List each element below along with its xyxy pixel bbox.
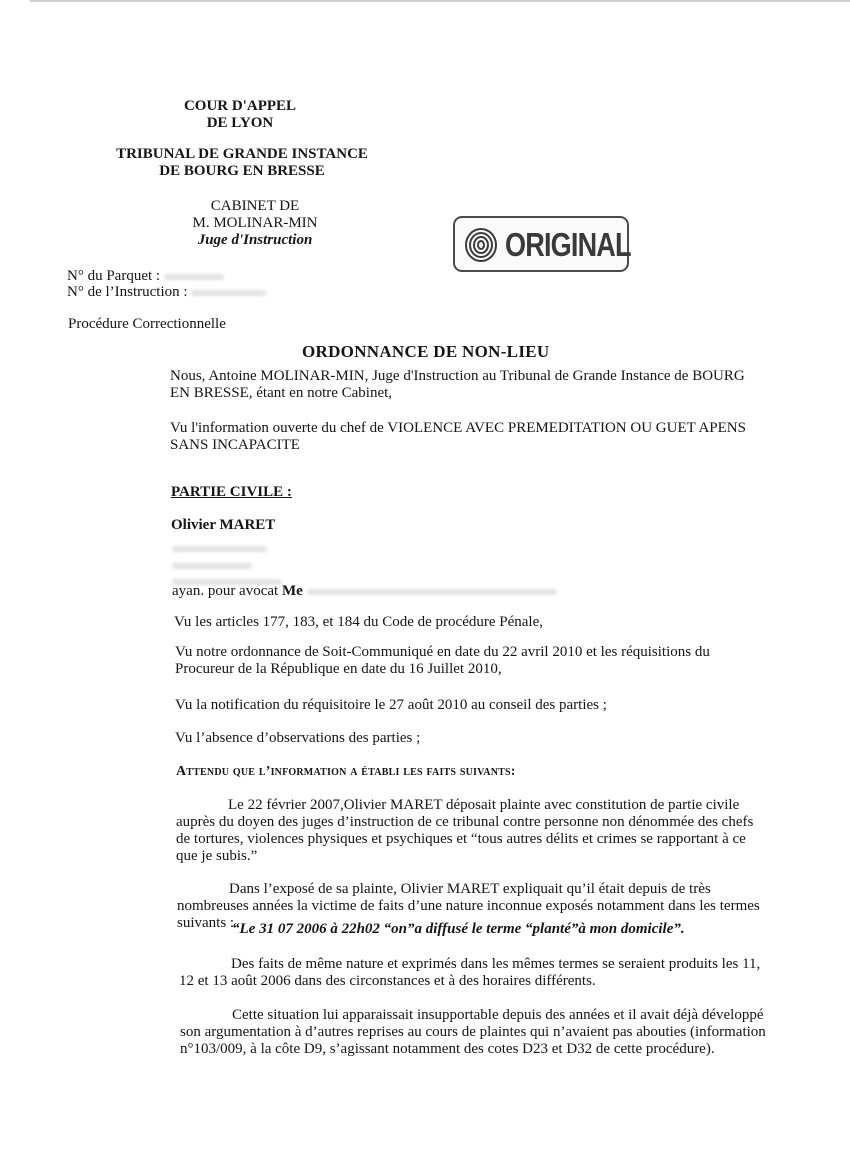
avocat-name-start: Me <box>281 583 303 599</box>
redacted-parquet-number <box>164 274 224 280</box>
stamp-label: ORIGINAL <box>505 226 631 263</box>
facts-paragraph1-line3: de tortures, violences physiques et psychiques et “tous autres délits et crimes se rapportant à ce <box>176 831 746 847</box>
facts-paragraph3-line2: 12 et 13 août 2006 dans des circonstances et à des horaires différents. <box>179 973 596 989</box>
vu-information-line2: SANS INCAPACITE <box>170 437 300 453</box>
instruction-number-label-text: N° de l’Instruction : <box>67 284 188 300</box>
facts-paragraph3-line1: Des faits de même nature et exprimés dans les mêmes termes se seraient produits les 11, <box>231 956 761 972</box>
vu-notification: Vu la notification du réquisitoire le 27 août 2010 au conseil des parties ; <box>175 697 607 713</box>
redacted-avocat-name <box>307 589 557 595</box>
facts-paragraph4-line1: Cette situation lui apparaissait insupportable depuis des années et il avait déjà développé <box>232 1007 764 1023</box>
cabinet-line3: Juge d'Instruction <box>197 232 313 248</box>
fingerprint-icon <box>461 224 501 264</box>
facts-paragraph1-line1: Le 22 février 2007,Olivier MARET déposait plainte avec constitution de partie civile <box>228 797 740 813</box>
facts-paragraph4-line3: n°103/009, à la côte D9, s’agissant notamment des cotes D23 et D32 de cette procédure). <box>180 1041 715 1057</box>
vu-ordonnance-line2: Procureur de la République en date du 16 Juillet 2010, <box>175 661 502 677</box>
facts-paragraph4-line2: son argumentation à d’autres reprises au cours de plaintes qui n’avaient pas abouties (information <box>180 1024 766 1040</box>
facts-paragraph2-line1: Dans l’exposé de sa plainte, Olivier MARET expliquait qu’il était depuis de très <box>229 881 711 897</box>
instruction-number-label <box>67 284 266 301</box>
cabinet-line1: CABINET DE <box>210 198 300 214</box>
redacted-instruction-number <box>191 290 266 296</box>
tribunal-name-line1: TRIBUNAL DE GRANDE INSTANCE <box>116 146 368 162</box>
document-title: ORDONNANCE DE NON-LIEU <box>302 342 550 361</box>
redacted-address-line1 <box>172 540 267 558</box>
avocat-line <box>172 583 557 600</box>
partie-civile-heading: PARTIE CIVILE : <box>171 484 292 500</box>
avocat-prefix: ayan. pour avocat <box>172 583 279 599</box>
facts-paragraph1-line2: auprès du doyen des juges d’instruction de ce tribunal contre personne non dénommée des chefs <box>176 814 754 830</box>
tribunal-name-line2: DE BOURG EN BRESSE <box>159 163 325 179</box>
facts-paragraph1-line4: que je subis.” <box>176 848 258 864</box>
intro-line1: Nous, Antoine MOLINAR-MIN, Juge d'Instruction au Tribunal de Grande Instance de BOURG <box>170 368 745 384</box>
court-name-line1: COUR D'APPEL <box>183 98 297 114</box>
facts-paragraph2-line3: suivants : <box>177 915 235 931</box>
facts-paragraph2-line2: nombreuses années la victime de faits d’une nature inconnue exposés notamment dans les termes <box>177 898 760 914</box>
original-stamp <box>453 216 629 272</box>
parquet-number-label-text: N° du Parquet : <box>67 268 161 284</box>
complaint-quote: “Le 31 07 2006 à 22h02 “on”a diffusé le terme “planté”à mon domicile”. <box>232 921 685 937</box>
vu-information-line1: Vu l'information ouverte du chef de VIOLENCE AVEC PREMEDITATION OU GUET APENS <box>170 420 746 436</box>
intro-line2: EN BRESSE, étant en notre Cabinet, <box>170 385 393 401</box>
cabinet-line2: M. MOLINAR-MIN <box>192 215 318 231</box>
procedure-type: Procédure Correctionnelle <box>68 316 226 332</box>
vu-articles: Vu les articles 177, 183, et 184 du Code de procédure Pénale, <box>174 614 543 630</box>
vu-ordonnance-line1: Vu notre ordonnance de Soit-Communiqué en date du 22 avril 2010 et les réquisitions du <box>175 644 710 660</box>
scan-edge-line <box>30 0 850 2</box>
partie-civile-name: Olivier MARET <box>171 517 276 533</box>
court-name-line2: DE LYON <box>206 115 274 131</box>
parquet-number-label <box>67 268 224 285</box>
attendu-heading: Attendu que l’information a établi les faits suivants: <box>176 764 516 779</box>
vu-absence: Vu l’absence d’observations des parties ; <box>175 730 421 746</box>
